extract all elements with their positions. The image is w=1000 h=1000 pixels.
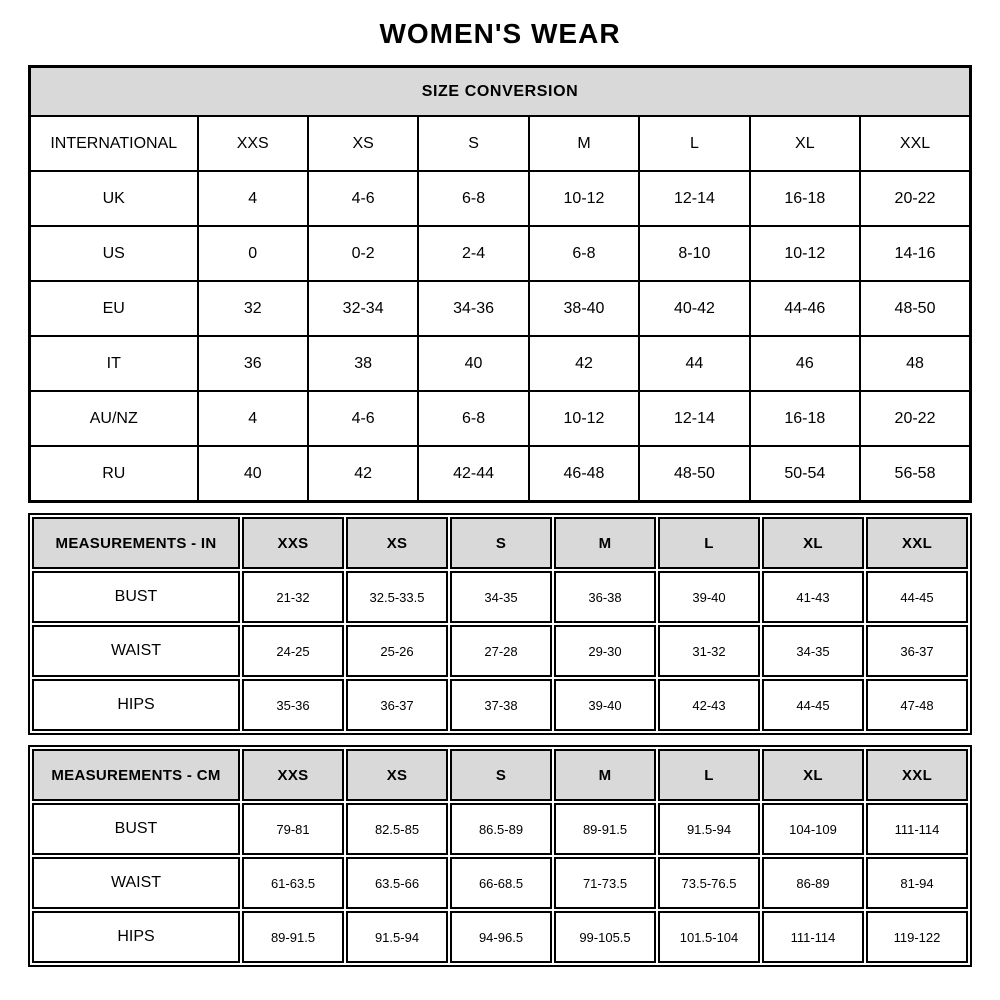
measurement-value-cell: 89-91.5 [554,803,656,855]
measurement-value-cell: 39-40 [658,571,760,623]
measurement-value-cell: 35-36 [242,679,344,731]
size-column-header: L [658,749,760,801]
size-value-cell: 4-6 [308,171,418,226]
size-value-cell: 4 [198,171,308,226]
measurement-value-cell: 89-91.5 [242,911,344,963]
measurement-value-cell: 99-105.5 [554,911,656,963]
row-label: WAIST [32,857,240,909]
measurement-value-cell: 91.5-94 [658,803,760,855]
measurements-cm-header: MEASUREMENTS - CM [32,749,240,801]
size-value-cell: 6-8 [418,171,528,226]
row-label: WAIST [32,625,240,677]
size-column-header: S [418,116,528,171]
measurement-value-cell: 37-38 [450,679,552,731]
size-column-header: M [554,517,656,569]
measurement-value-cell: 86.5-89 [450,803,552,855]
measurement-value-cell: 66-68.5 [450,857,552,909]
size-column-header: XXL [860,116,970,171]
size-value-cell: 10-12 [529,171,639,226]
table-row-uk [30,171,971,226]
size-column-header: S [450,517,552,569]
table-row-bust-cm [32,803,968,855]
measurement-value-cell: 104-109 [762,803,864,855]
size-value-cell: 40 [198,446,308,502]
size-value-cell: 6-8 [529,226,639,281]
table-row-aunz [30,391,971,446]
measurement-value-cell: 79-81 [242,803,344,855]
size-value-cell: 48-50 [639,446,749,502]
measurement-value-cell: 63.5-66 [346,857,448,909]
size-column-header: XXS [242,749,344,801]
size-value-cell: 0 [198,226,308,281]
size-value-cell: 6-8 [418,391,528,446]
measurement-value-cell: 44-45 [866,571,968,623]
size-column-header: XXS [242,517,344,569]
row-label: BUST [32,571,240,623]
size-value-cell: 2-4 [418,226,528,281]
measurements-in-table [28,513,972,735]
table-row [30,116,971,171]
size-value-cell: 8-10 [639,226,749,281]
size-value-cell: 40 [418,336,528,391]
size-column-header: XL [762,749,864,801]
row-label: US [30,226,198,281]
measurement-value-cell: 24-25 [242,625,344,677]
row-label: EU [30,281,198,336]
table-row-hips-cm [32,911,968,963]
size-value-cell: 44 [639,336,749,391]
measurement-value-cell: 111-114 [866,803,968,855]
measurement-value-cell: 73.5-76.5 [658,857,760,909]
measurement-value-cell: 34-35 [762,625,864,677]
size-value-cell: 10-12 [750,226,860,281]
size-value-cell: 10-12 [529,391,639,446]
table-row-ru [30,446,971,502]
table-row-us [30,226,971,281]
table-row-bust-in [32,571,968,623]
page-title: WOMEN'S WEAR [379,18,621,49]
measurement-value-cell: 42-43 [658,679,760,731]
measurements-cm-table [28,745,972,967]
size-column-header: XS [346,749,448,801]
row-label: IT [30,336,198,391]
size-column-header: XL [762,517,864,569]
measurement-value-cell: 61-63.5 [242,857,344,909]
measurement-value-cell: 31-32 [658,625,760,677]
table-row-eu [30,281,971,336]
measurement-value-cell: 86-89 [762,857,864,909]
column-header-international: INTERNATIONAL [30,116,198,171]
measurement-value-cell: 101.5-104 [658,911,760,963]
size-value-cell: 50-54 [750,446,860,502]
measurement-value-cell: 71-73.5 [554,857,656,909]
size-value-cell: 20-22 [860,171,970,226]
size-value-cell: 16-18 [750,171,860,226]
table-row-it [30,336,971,391]
size-value-cell: 34-36 [418,281,528,336]
size-column-header: XL [750,116,860,171]
size-value-cell: 36 [198,336,308,391]
measurement-value-cell: 36-37 [346,679,448,731]
size-value-cell: 4-6 [308,391,418,446]
table-row-waist-cm [32,857,968,909]
size-column-header: L [658,517,760,569]
row-label: UK [30,171,198,226]
size-value-cell: 44-46 [750,281,860,336]
size-column-header: XXS [198,116,308,171]
measurement-value-cell: 34-35 [450,571,552,623]
row-label: AU/NZ [30,391,198,446]
table-row-hips-in [32,679,968,731]
size-value-cell: 16-18 [750,391,860,446]
size-value-cell: 4 [198,391,308,446]
measurement-value-cell: 111-114 [762,911,864,963]
size-value-cell: 46 [750,336,860,391]
size-column-header: M [529,116,639,171]
size-value-cell: 42 [529,336,639,391]
measurement-value-cell: 32.5-33.5 [346,571,448,623]
size-value-cell: 38-40 [529,281,639,336]
measurement-value-cell: 39-40 [554,679,656,731]
size-column-header: L [639,116,749,171]
size-value-cell: 12-14 [639,391,749,446]
size-column-header: XXL [866,749,968,801]
measurement-value-cell: 119-122 [866,911,968,963]
measurement-value-cell: 27-28 [450,625,552,677]
size-value-cell: 0-2 [308,226,418,281]
measurement-value-cell: 47-48 [866,679,968,731]
size-value-cell: 46-48 [529,446,639,502]
measurement-value-cell: 82.5-85 [346,803,448,855]
measurement-value-cell: 36-37 [866,625,968,677]
size-column-header: XS [308,116,418,171]
table-row [32,749,968,801]
measurement-value-cell: 29-30 [554,625,656,677]
size-value-cell: 48-50 [860,281,970,336]
row-label: HIPS [32,911,240,963]
measurement-value-cell: 41-43 [762,571,864,623]
measurement-value-cell: 94-96.5 [450,911,552,963]
measurement-value-cell: 81-94 [866,857,968,909]
size-value-cell: 38 [308,336,418,391]
measurement-value-cell: 25-26 [346,625,448,677]
size-column-header: XXL [866,517,968,569]
size-value-cell: 42-44 [418,446,528,502]
size-value-cell: 32 [198,281,308,336]
table-row [30,67,971,117]
row-label: RU [30,446,198,502]
measurement-value-cell: 44-45 [762,679,864,731]
table-row [32,517,968,569]
size-conversion-table [28,65,972,503]
size-column-header: XS [346,517,448,569]
measurement-value-cell: 21-32 [242,571,344,623]
size-value-cell: 12-14 [639,171,749,226]
size-conversion-header: SIZE CONVERSION [30,67,971,117]
size-value-cell: 56-58 [860,446,970,502]
row-label: BUST [32,803,240,855]
measurement-value-cell: 91.5-94 [346,911,448,963]
table-row-waist-in [32,625,968,677]
size-value-cell: 40-42 [639,281,749,336]
size-value-cell: 48 [860,336,970,391]
row-label: HIPS [32,679,240,731]
measurements-in-header: MEASUREMENTS - IN [32,517,240,569]
size-value-cell: 20-22 [860,391,970,446]
size-value-cell: 42 [308,446,418,502]
size-column-header: S [450,749,552,801]
size-column-header: M [554,749,656,801]
measurement-value-cell: 36-38 [554,571,656,623]
size-value-cell: 14-16 [860,226,970,281]
size-value-cell: 32-34 [308,281,418,336]
